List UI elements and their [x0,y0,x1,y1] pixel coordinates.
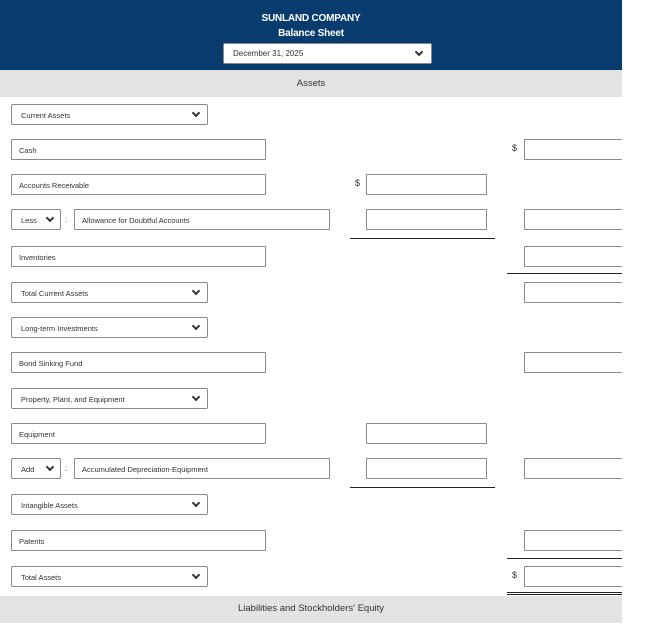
inventories-field[interactable]: Inventories [11,246,266,267]
statement-header [0,0,622,70]
subtotal-rule [507,273,622,274]
total-assets-label: Total Assets [21,573,62,582]
bond-sinking-fund-field[interactable]: Bond Sinking Fund [11,352,266,373]
chevron-down-icon [46,214,54,222]
allowance-amount-input[interactable] [366,209,487,230]
intangible-assets-label: Intangible Assets [21,501,78,510]
intangible-assets-dropdown[interactable] [11,494,208,515]
chevron-down-icon [192,287,200,295]
company-name: SUNLAND COMPANY [261,13,361,24]
less-add-dropdown[interactable] [11,458,61,479]
chevron-down-icon [192,322,200,330]
chevron-down-icon [192,499,200,507]
patents-amount-input[interactable] [524,530,622,551]
statement-title: Balance Sheet [278,28,344,39]
dollar-sign: $ [355,178,361,188]
subtotal-rule [350,238,495,239]
total-assets-amount-input[interactable] [524,566,622,587]
patents-field[interactable]: Patents [11,530,266,551]
current-assets-dropdown[interactable] [11,104,208,125]
cash-account-field[interactable]: Cash [11,139,266,160]
subtotal-rule [350,487,495,488]
less-label: Less [21,216,37,225]
accounts-receivable-field[interactable]: Accounts Receivable [11,174,266,195]
chevron-down-icon [192,109,200,117]
equipment-field[interactable]: Equipment [11,423,266,444]
total-assets-dropdown[interactable] [11,566,208,587]
net-equipment-amount-input[interactable] [524,458,622,479]
accumulated-depreciation-amount-input[interactable] [366,458,487,479]
bond-sinking-fund-amount-input[interactable] [524,352,622,373]
current-assets-label: Current Assets [21,111,71,120]
colon-separator: : [65,215,68,224]
less-add-dropdown[interactable] [11,209,61,230]
chevron-down-icon [415,48,423,56]
subtotal-rule [507,558,622,559]
date-dropdown[interactable] [223,43,432,64]
assets-section-header: Assets [0,70,622,97]
total-current-assets-dropdown[interactable] [11,282,208,303]
total-current-assets-label: Total Current Assets [21,289,89,298]
date-dropdown-value: December 31, 2025 [233,49,304,58]
long-term-investments-label: Long-term Investments [21,324,98,333]
dollar-sign: $ [512,570,518,580]
ppe-dropdown[interactable] [11,388,208,409]
equipment-amount-input[interactable] [366,423,487,444]
chevron-down-icon [192,393,200,401]
accumulated-depreciation-field[interactable]: Accumulated Depreciation-Equipment [74,458,330,479]
chevron-down-icon [46,463,54,471]
add-label: Add [21,465,35,474]
accounts-receivable-amount-input[interactable] [366,174,487,195]
double-total-rule [507,592,622,595]
ppe-label: Property, Plant, and Equipment [21,395,125,404]
allowance-doubtful-accounts-field[interactable]: Allowance for Doubtful Accounts [74,209,330,230]
dollar-sign: $ [512,143,518,153]
net-receivables-amount-input[interactable] [524,209,622,230]
chevron-down-icon [192,571,200,579]
inventories-amount-input[interactable] [524,246,622,267]
colon-separator: : [65,464,68,473]
liabilities-section-header: Liabilities and Stockholders' Equity [0,596,622,623]
cash-amount-input[interactable] [524,139,622,160]
total-current-assets-amount-input[interactable] [524,282,622,303]
long-term-investments-dropdown[interactable] [11,317,208,338]
